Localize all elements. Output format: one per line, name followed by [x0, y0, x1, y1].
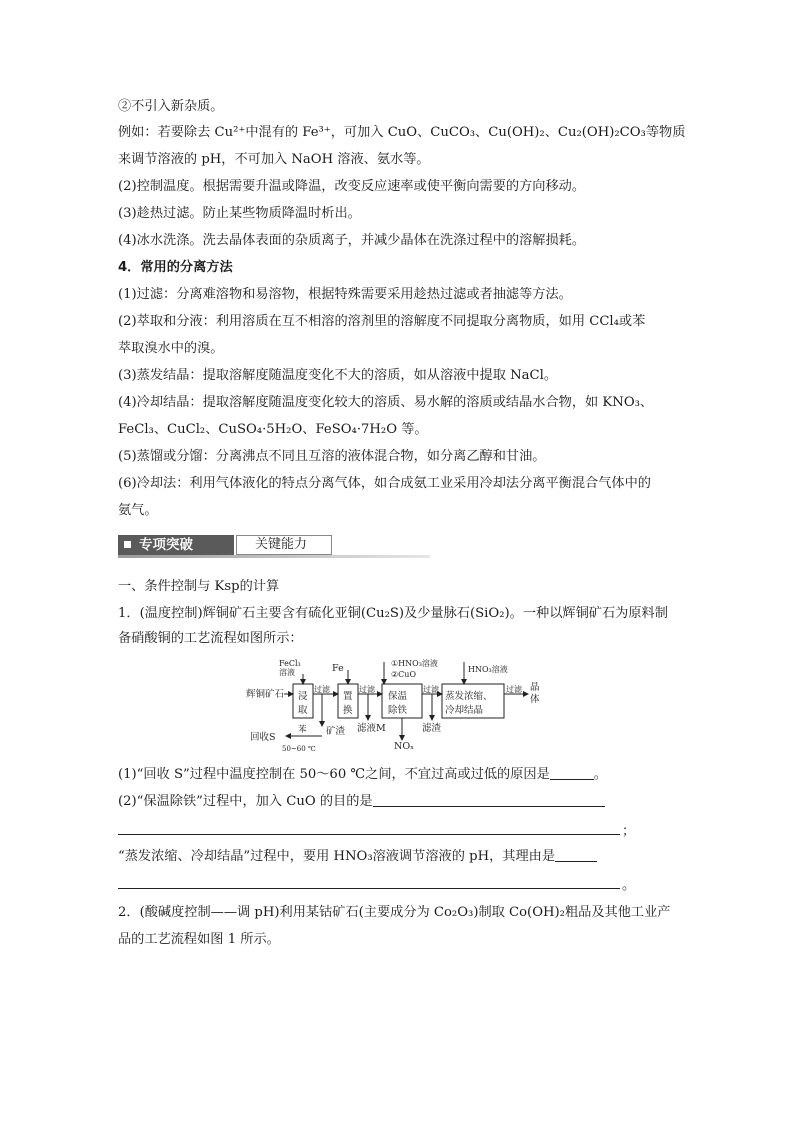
section-banner	[118, 535, 430, 557]
step-box-label: 置	[343, 691, 353, 702]
product-label: 体	[530, 694, 540, 705]
section-title-block	[118, 535, 234, 555]
reagent-label: 溶液	[279, 668, 295, 677]
reagent-label: HNO₃溶液	[468, 665, 508, 674]
section-subtitle: 关键能力	[236, 535, 332, 555]
text-line: 例如：若要除去 Cu²⁺中混有的 Fe³⁺，可加入 CuO、CuCO₃、Cu(OH)₂、Cu₂(OH)₂CO₃等物质	[118, 125, 686, 140]
question-text: 备硝酸铜的工艺流程如图所示：	[118, 631, 303, 646]
answer-blank[interactable]	[550, 766, 594, 780]
text-line: (6)冷却法：利用气体液化的特点分离气体，如合成氨工业采用冷却法分离平衡混合气体中的	[118, 476, 651, 491]
text-line: (3)蒸发结晶：提取溶解度随温度变化不大的溶质，如从溶液中提取 NaCl。	[118, 368, 558, 383]
step-box-label: 浸	[298, 691, 308, 702]
step-box-label: 冷却结晶	[445, 705, 484, 716]
question-subpart	[118, 793, 678, 811]
recover-label: 回收S	[250, 732, 276, 743]
question-text: 2．(酸碱度控制——调 pH)利用某钴矿石(主要成分为 Co₂O₃)制取 Co(OH)₂粗品及其他工业产	[118, 905, 671, 920]
nox-label: NOₓ	[394, 741, 415, 752]
step-box-label: 换	[343, 705, 353, 716]
subpart-text: (1)“回收 S”过程中温度控制在 50～60 ℃之间，不宜过高或过低的原因是	[118, 767, 550, 782]
reagent-label: ②CuO	[391, 670, 417, 679]
text-line: (1)过滤：分离难溶物和易溶物，根据特殊需要采用趁热过滤或者抽滤等方法。	[118, 287, 572, 302]
text-line: FeCl₃、CuCl₂、CuSO₄·5H₂O、FeSO₄·7H₂O 等。	[118, 422, 428, 437]
text-line: (3)趁热过滤。防止某些物质降温时析出。	[118, 206, 361, 221]
text-line: (4)冷却结晶：提取溶解度随温度变化较大的溶质、易水解的溶质或结晶水合物，如 KNO₃、	[118, 395, 654, 410]
text-line: ②不引入新杂质。	[118, 99, 224, 114]
punctuation: ；	[622, 824, 636, 839]
subpart-text: “蒸发浓缩、冷却结晶”过程中，要用 HNO₃溶液调节溶液的 pH，其理由是	[118, 849, 556, 864]
residue-label: 矿渣	[326, 726, 346, 737]
reagent-label: Fe	[332, 663, 344, 674]
question-text: 1．(温度控制)辉铜矿石主要含有硫化亚铜(Cu₂S)及少量脉石(SiO₂)。一种以辉铜矿石为原料制	[118, 606, 668, 621]
temperature-label: 50~60 ℃	[282, 745, 316, 753]
product-label: 晶	[530, 682, 540, 693]
filter-label: 过滤	[506, 685, 522, 694]
filter-label: 过滤	[314, 685, 330, 694]
text-line: (2)萃取和分液：利用溶质在互不相溶的溶剂里的溶解度不同提取分离物质，如用 CCl₄或苯	[118, 314, 646, 329]
square-bullet-icon	[124, 541, 131, 548]
process-flow-diagram	[246, 656, 546, 756]
answer-blank[interactable]	[118, 888, 620, 889]
reagent-label: FeCl₃	[279, 659, 301, 668]
residue-label: 滤渣	[422, 723, 442, 734]
answer-blank[interactable]	[118, 834, 620, 835]
question-subpart	[118, 848, 678, 866]
text-line: 萃取溴水中的溴。	[118, 341, 224, 356]
filtrate-label: 滤液M	[357, 723, 386, 734]
question-text: 品的工艺流程如图 1 所示。	[118, 932, 280, 947]
answer-blank[interactable]	[555, 848, 597, 862]
step-box-label: 蒸发浓缩、	[445, 691, 493, 702]
punctuation: 。	[593, 767, 607, 782]
step-box-label: 取	[298, 705, 308, 716]
question-subpart	[118, 766, 678, 784]
text-line: (4)冰水洗涤。洗去晶体表面的杂质离子，并减少晶体在洗涤过程中的溶解损耗。	[118, 233, 586, 248]
step-box-label: 除铁	[388, 705, 408, 716]
text-line: 来调节溶液的 pH，不可加入 NaOH 溶液、氨水等。	[118, 152, 430, 167]
section-underline	[118, 555, 430, 558]
step-box-label: 保温	[388, 691, 408, 702]
filter-label: 过滤	[359, 685, 375, 694]
punctuation: 。	[622, 878, 636, 893]
text-line: (5)蒸馏或分馏：分离沸点不同且互溶的液体混合物，如分离乙醇和甘油。	[118, 449, 546, 464]
section-title: 专项突破	[139, 537, 193, 553]
reagent-label: ①HNO₃溶液	[391, 659, 438, 668]
section-heading: 4．常用的分离方法	[118, 260, 233, 275]
subheading: 一、条件控制与 Ksp的计算	[118, 579, 280, 594]
benzene-label: 苯	[298, 725, 307, 735]
answer-blank[interactable]	[373, 793, 605, 807]
filter-label: 过滤	[423, 685, 439, 694]
subpart-text: (2)“保温除铁”过程中，加入 CuO 的目的是	[118, 794, 373, 809]
feed-label: 辉铜矿石	[246, 689, 285, 700]
text-line: 氨气。	[118, 503, 158, 518]
text-line: (2)控制温度。根据需要升温或降温，改变反应速率或使平衡向需要的方向移动。	[118, 179, 586, 194]
